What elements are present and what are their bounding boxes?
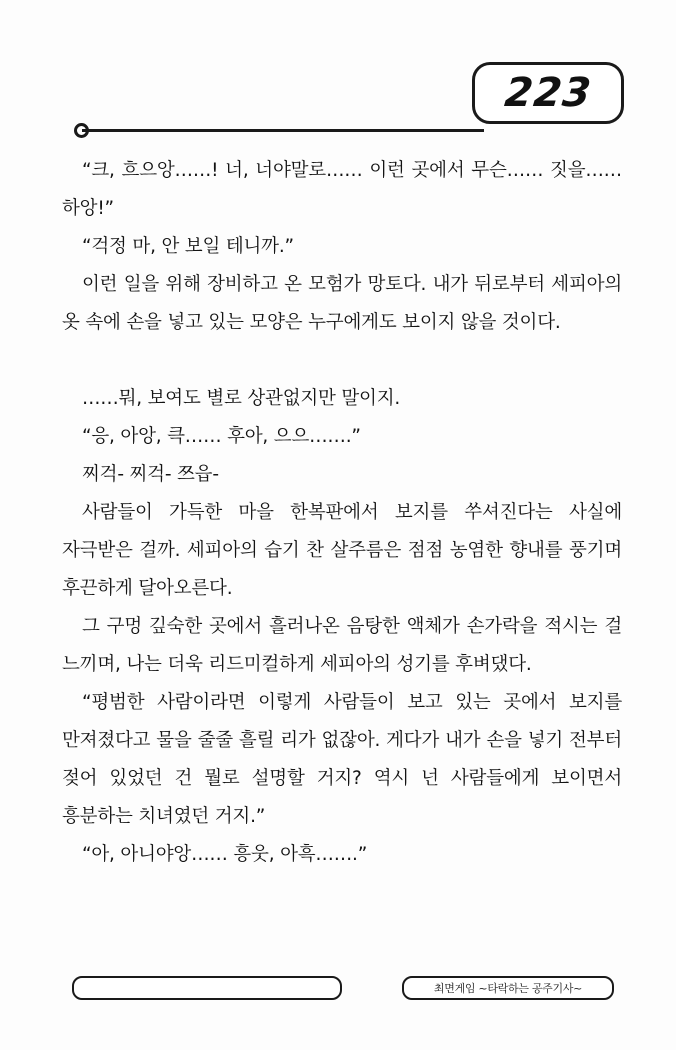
body-paragraph: “걱정 마, 안 보일 테니까.” [82, 236, 294, 257]
body-paragraph: “아, 아니야앙…… 흥웃, 아흑…….” [82, 844, 368, 865]
body-paragraph: ……뭐, 보여도 별로 상관없지만 말이지. [82, 388, 401, 409]
body-paragraph: “평범한 사람이라면 이렇게 사람들이 보고 있는 곳에서 보지를 만져졌다고 물을 줄줄 흘릴 리가 없잖아. 게다가 내가 손을 넣기 전부터 젖어 있었던 건 뭘로 설명할 거지? 역시 넌 사람들에게 보이면서 흥분하는 치녀였던 거지.” [62, 692, 622, 827]
page-body-text [62, 152, 622, 874]
header-rule-line [82, 129, 484, 132]
page-number-badge [472, 62, 624, 124]
body-paragraph-spacer [62, 342, 622, 380]
body-paragraph: 그 구멍 깊숙한 곳에서 흘러나온 음탕한 액체가 손가락을 적시는 걸 느끼며, 나는 더욱 리드미컬하게 세피아의 성기를 후벼댔다. [62, 616, 622, 675]
footer-title-badge [402, 976, 614, 1000]
footer-caption: 최면게임 ~타락하는 공주기사~ [433, 982, 583, 995]
footer-left-ornament [72, 976, 342, 1000]
body-paragraph: “응, 아앙, 큭…… 후아, 으으…….” [82, 426, 361, 447]
body-paragraph: 사람들이 가득한 마을 한복판에서 보지를 쑤셔진다는 사실에 자극받은 걸까. 세피아의 습기 찬 살주름은 점점 농염한 향내를 풍기며 후끈하게 달아오른다. [62, 502, 622, 599]
body-paragraph: 찌걱- 찌걱- 쯔읍- [82, 464, 219, 485]
body-paragraph: 이런 일을 위해 장비하고 온 모험가 망토다. 내가 뒤로부터 세피아의 옷 속에 손을 넣고 있는 모양은 누구에게도 보이지 않을 것이다. [62, 274, 622, 333]
page-number: 223 [502, 70, 594, 116]
page-header [60, 62, 624, 142]
body-paragraph: “크, 흐으앙……! 너, 너야말로…… 이런 곳에서 무슨…… 짓을…… 하앙!” [62, 160, 622, 219]
page-footer [72, 976, 614, 1002]
